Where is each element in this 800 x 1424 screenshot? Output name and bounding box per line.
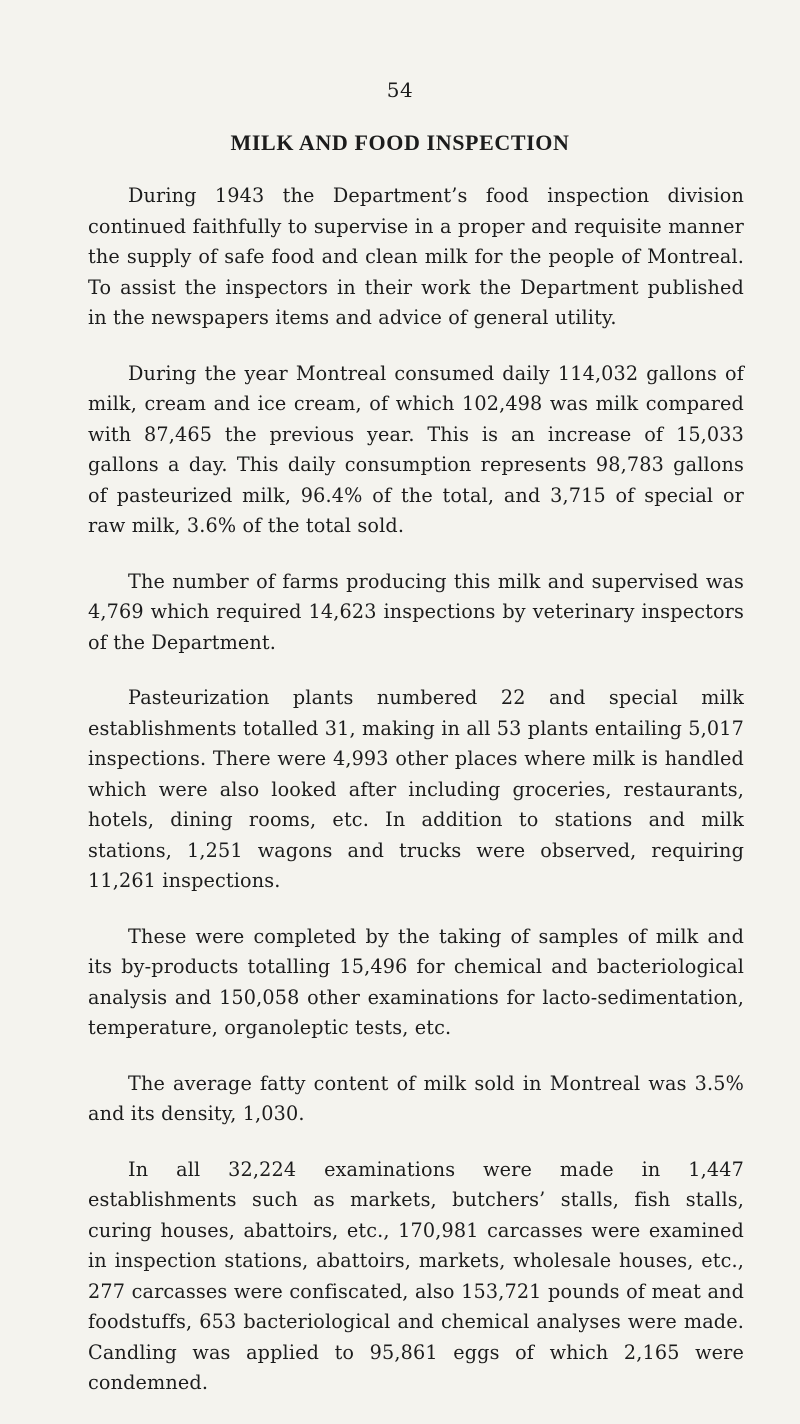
paragraph-milk-consumption: During the year Montreal consumed daily 114,032 gallons of milk, cream and ice cream, of which 102,498 was milk compared with 87,465 the previous year. This is an increase of 15,033 gallons a day. This daily consumption represents 98,783 gallons of pasteurized milk, 96.4% of the total, and 3,715 of special or raw milk, 3.6% of the total sold. [88,361,744,537]
paragraph-food-inspection-intro: During 1943 the Department’s food inspection division continued faithfully to supervise in a proper and requisite manner the supply of safe food and clean milk for the people of Montreal. To assist the inspectors in their work the Department published in the newspapers items and advice of general utility. [88,184,744,329]
paragraph-samples: These were completed by the taking of samples of milk and its by-products totalling 15,496 for chemical and bacteriological analysis and 150,058 other examinations for lacto-sedimentation, temperature, organoleptic tests, etc. [88,924,744,1039]
page-title: MILK AND FOOD INSPECTION [230,130,570,155]
paragraph-meat-inspection: In all 32,224 examinations were made in 1,447 establishments such as markets, butchers’ stalls, fish stalls, curing houses, abattoirs, etc., 170,981 carcasses were examined in inspection stations, abattoirs, markets, wholesale houses, etc., 277 carcasses were confiscated, also 153,721 pounds of meat and foodstuffs, 653 bacteriological and chemical analyses were made. Candling was applied to 95,861 eggs of which 2,165 were condemned. [88,1157,744,1394]
paragraph-fatty-content: The average fatty content of milk sold in Montreal was 3.5% and its density, 1,030. [88,1071,744,1125]
paragraph-farms: The number of farms producing this milk and supervised was 4,769 which required 14,623 inspections by veterinary inspectors of the Department. [88,569,744,654]
page-number: 54 [386,78,414,102]
paragraph-pasteurization-plants: Pasteurization plants numbered 22 and special milk establishments totalled 31, making in all 53 plants entailing 5,017 inspections. There were 4,993 other places where milk is handled which were also looked after including groceries, restaurants, hotels, dining rooms, etc. In addition to stations and milk stations, 1,251 wagons and trucks were observed, requiring 11,261 inspections. [88,686,744,892]
body-text [88,181,744,1424]
